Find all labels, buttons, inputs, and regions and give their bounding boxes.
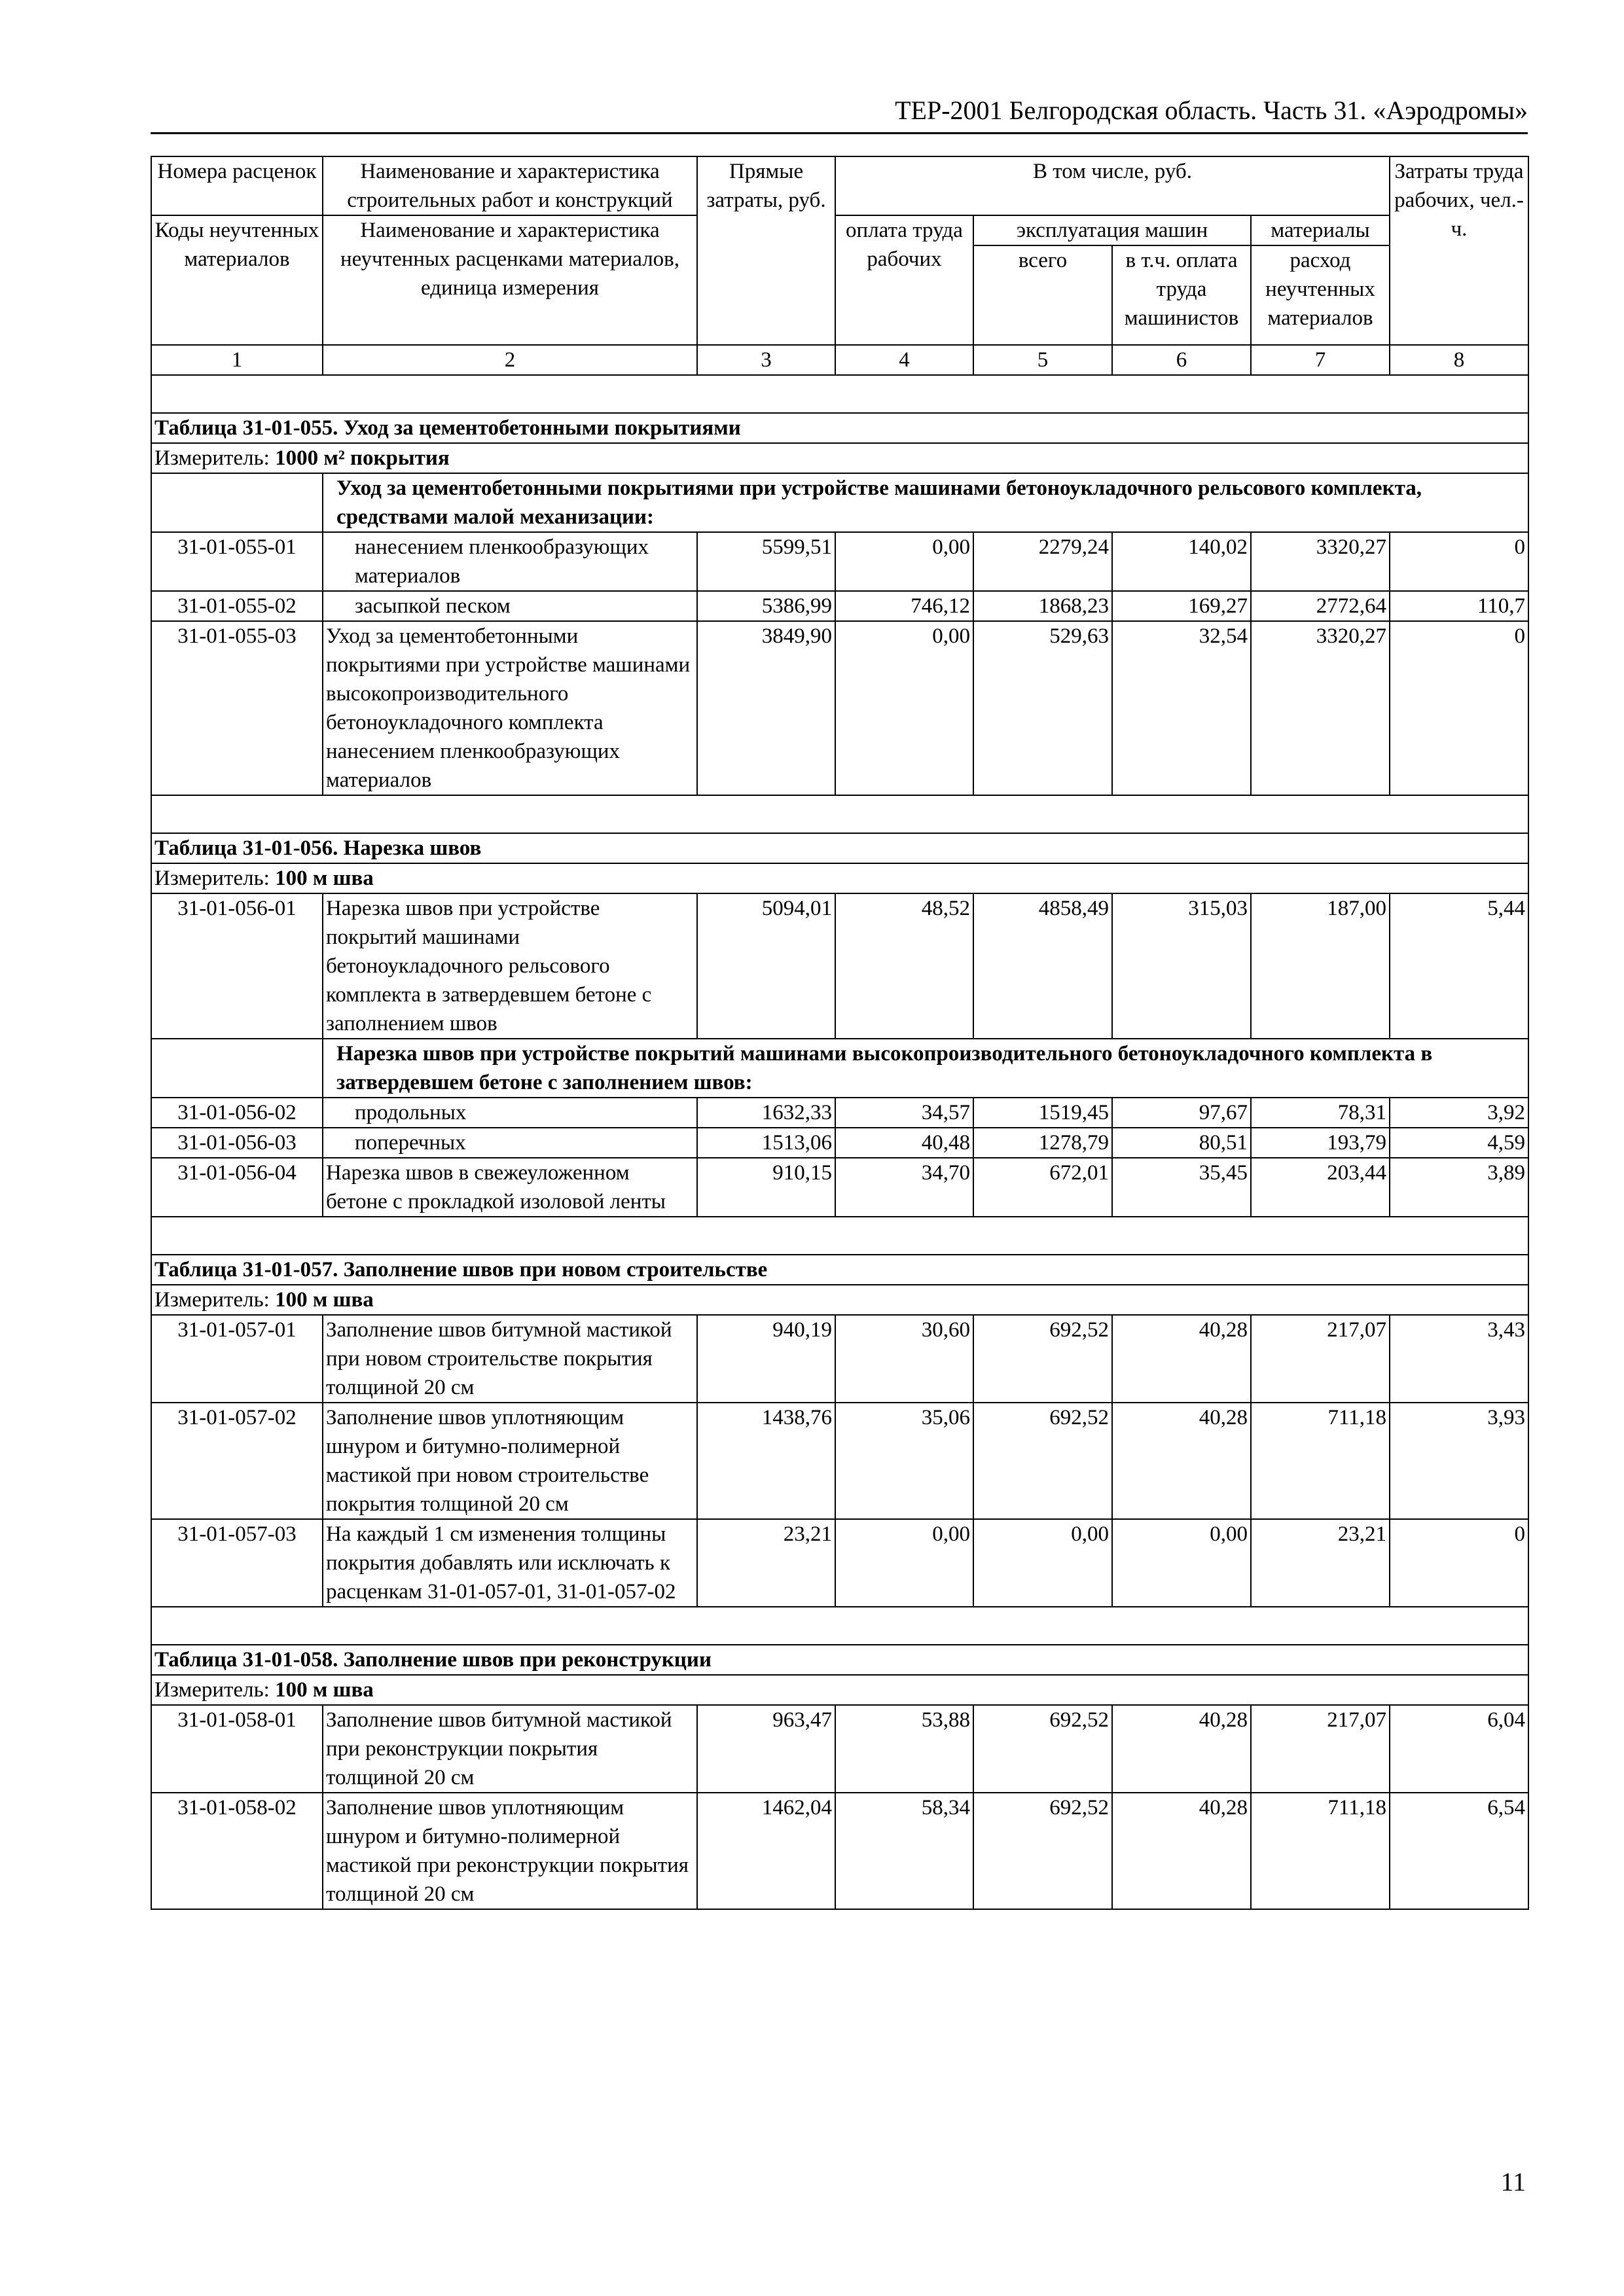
table-row [151, 1519, 1528, 1607]
rate-name: продольных [323, 1098, 697, 1128]
rate-name: нанесением пленкообразующих материалов [323, 532, 697, 591]
section-title: Таблица 31-01-057. Заполнение швов при новом строительстве [151, 1255, 1528, 1285]
labor-hours: 6,04 [1390, 1705, 1528, 1793]
machines-total: 1868,23 [973, 591, 1112, 621]
measure-value: 100 м шва [275, 867, 374, 890]
machinists-pay: 35,45 [1112, 1158, 1251, 1217]
machines-total: 692,52 [973, 1705, 1112, 1793]
machines-total: 4858,49 [973, 893, 1112, 1039]
machines-total: 692,52 [973, 1403, 1112, 1519]
labor-pay: 30,60 [835, 1315, 973, 1403]
labor-pay: 34,57 [835, 1098, 973, 1128]
direct-costs: 1462,04 [697, 1793, 835, 1909]
machinists-pay: 0,00 [1112, 1519, 1251, 1607]
section-title: Таблица 31-01-058. Заполнение швов при реконструкции [151, 1645, 1528, 1675]
rate-name: Заполнение швов битумной мастикой при реконструкции покрытия толщиной 20 см [323, 1705, 697, 1793]
measure-value: 1000 м² покрытия [275, 446, 450, 470]
running-header-title: ТЕР-2001 Белгородская область. Часть 31. «Аэродромы» [895, 96, 1528, 125]
direct-costs: 1513,06 [697, 1128, 835, 1158]
table-row [151, 1315, 1528, 1403]
labor-pay: 746,12 [835, 591, 973, 621]
table-row [151, 621, 1528, 795]
materials-cost: 2772,64 [1251, 591, 1390, 621]
labor-hours: 3,93 [1390, 1403, 1528, 1519]
labor-hours: 5,44 [1390, 893, 1528, 1039]
machinists-pay: 40,28 [1112, 1793, 1251, 1909]
labor-hours: 6,54 [1390, 1793, 1528, 1909]
table-row [151, 591, 1528, 621]
materials-cost: 203,44 [1251, 1158, 1390, 1217]
rate-name: поперечных [323, 1128, 697, 1158]
section-measure [151, 443, 1528, 473]
labor-hours: 0 [1390, 532, 1528, 591]
table-row [151, 1793, 1528, 1909]
materials-cost: 193,79 [1251, 1128, 1390, 1158]
rate-code: 31-01-055-02 [151, 591, 323, 621]
rate-name: Заполнение швов уплотняющим шнуром и битумно-полимерной мастикой при реконструкции покрытия толщиной 20 см [323, 1793, 697, 1909]
labor-hours: 3,89 [1390, 1158, 1528, 1217]
materials-cost: 187,00 [1251, 893, 1390, 1039]
group-code-cell [151, 473, 323, 532]
rate-code: 31-01-055-01 [151, 532, 323, 591]
materials-cost: 711,18 [1251, 1793, 1390, 1909]
spacer [151, 1607, 1528, 1645]
machines-total: 1519,45 [973, 1098, 1112, 1128]
direct-costs: 963,47 [697, 1705, 835, 1793]
direct-costs: 5094,01 [697, 893, 835, 1039]
head-col2-bottom: Наименование и характеристика неучтенных расценками материалов, единица измерения [323, 215, 697, 345]
measure-label: Измеритель: [154, 446, 270, 470]
rate-code: 31-01-058-02 [151, 1793, 323, 1909]
labor-hours: 0 [1390, 621, 1528, 795]
rate-code: 31-01-057-01 [151, 1315, 323, 1403]
rate-name: Нарезка швов при устройстве покрытий машинами бетоноукладочного рельсового комплекта в затвердевшем бетоне с заполнением швов [323, 893, 697, 1039]
head-col8: Затраты труда рабочих, чел.-ч. [1390, 156, 1528, 345]
machinists-pay: 40,28 [1112, 1315, 1251, 1403]
direct-costs: 940,19 [697, 1315, 835, 1403]
materials-cost: 217,07 [1251, 1315, 1390, 1403]
rate-code: 31-01-058-01 [151, 1705, 323, 1793]
labor-pay: 48,52 [835, 893, 973, 1039]
machines-total: 2279,24 [973, 532, 1112, 591]
page-number: 11 [1500, 2167, 1526, 2197]
group-code-cell [151, 1039, 323, 1098]
machinists-pay: 40,28 [1112, 1403, 1251, 1519]
direct-costs: 1632,33 [697, 1098, 835, 1128]
machines-total: 692,52 [973, 1793, 1112, 1909]
table-row [151, 1158, 1528, 1217]
materials-cost: 3320,27 [1251, 621, 1390, 795]
column-number: 8 [1390, 345, 1528, 375]
section-title: Таблица 31-01-055. Уход за цементобетонными покрытиями [151, 413, 1528, 443]
measure-label: Измеритель: [154, 1288, 270, 1312]
direct-costs: 5599,51 [697, 532, 835, 591]
measure-value: 100 м шва [275, 1288, 374, 1312]
materials-cost: 23,21 [1251, 1519, 1390, 1607]
rate-name: Заполнение швов битумной мастикой при новом строительстве покрытия толщиной 20 см [323, 1315, 697, 1403]
rate-name: Уход за цементобетонными покрытиями при устройстве машинами высокопроизводительного бетоноукладочного комплекта нанесением пленкообразующих материалов [323, 621, 697, 795]
rate-name: Заполнение швов уплотняющим шнуром и битумно-полимерной мастикой при новом строительстве покрытия толщиной 20 см [323, 1403, 697, 1519]
labor-pay: 0,00 [835, 1519, 973, 1607]
head-materials: материалы [1251, 215, 1390, 245]
labor-hours: 0 [1390, 1519, 1528, 1607]
labor-hours: 110,7 [1390, 591, 1528, 621]
direct-costs: 3849,90 [697, 621, 835, 795]
head-col6: в т.ч. оплата труда машинистов [1112, 245, 1251, 345]
spacer [151, 1217, 1528, 1255]
table-row [151, 893, 1528, 1039]
measure-label: Измеритель: [154, 867, 270, 890]
section-measure [151, 863, 1528, 893]
column-number: 2 [323, 345, 697, 375]
head-col5: всего [973, 245, 1112, 345]
running-header [151, 92, 1528, 134]
group-heading: Уход за цементобетонными покрытиями при устройстве машинами бетоноукладочного рельсового комплекта, средствами малой механизации: [323, 473, 1528, 532]
labor-pay: 0,00 [835, 621, 973, 795]
column-number: 3 [697, 345, 835, 375]
head-col2-top: Наименование и характеристика строительных работ и конструкций [323, 156, 697, 215]
section-measure [151, 1675, 1528, 1705]
table-row [151, 1403, 1528, 1519]
head-including: В том числе, руб. [835, 156, 1390, 215]
machines-total: 672,01 [973, 1158, 1112, 1217]
labor-pay: 40,48 [835, 1128, 973, 1158]
machinists-pay: 80,51 [1112, 1128, 1251, 1158]
rates-table [151, 156, 1529, 1910]
machinists-pay: 40,28 [1112, 1705, 1251, 1793]
materials-cost: 78,31 [1251, 1098, 1390, 1128]
rate-code: 31-01-056-04 [151, 1158, 323, 1217]
rate-code: 31-01-056-01 [151, 893, 323, 1039]
rate-name: Нарезка швов в свежеуложенном бетоне с прокладкой изоловой ленты [323, 1158, 697, 1217]
machinists-pay: 32,54 [1112, 621, 1251, 795]
direct-costs: 23,21 [697, 1519, 835, 1607]
head-machines: эксплуатация машин [973, 215, 1251, 245]
machines-total: 529,63 [973, 621, 1112, 795]
section-measure [151, 1285, 1528, 1315]
labor-pay: 34,70 [835, 1158, 973, 1217]
column-number: 1 [151, 345, 323, 375]
table-row [151, 1128, 1528, 1158]
head-col3: Прямые затраты, руб. [697, 156, 835, 345]
column-number: 6 [1112, 345, 1251, 375]
head-col1-top: Номера расценок [151, 156, 323, 215]
machinists-pay: 315,03 [1112, 893, 1251, 1039]
labor-pay: 0,00 [835, 532, 973, 591]
labor-hours: 4,59 [1390, 1128, 1528, 1158]
rate-name: На каждый 1 см изменения толщины покрытия добавлять или исключать к расценкам 31-01-057-01, 31-01-057-02 [323, 1519, 697, 1607]
measure-value: 100 м шва [275, 1678, 374, 1702]
materials-cost: 711,18 [1251, 1403, 1390, 1519]
machinists-pay: 140,02 [1112, 532, 1251, 591]
labor-pay: 53,88 [835, 1705, 973, 1793]
column-number: 7 [1251, 345, 1390, 375]
measure-label: Измеритель: [154, 1678, 270, 1702]
head-col1-bottom: Коды неучтенных материалов [151, 215, 323, 345]
table-row [151, 1098, 1528, 1128]
table-row [151, 1705, 1528, 1793]
table-row [151, 532, 1528, 591]
section-title: Таблица 31-01-056. Нарезка швов [151, 833, 1528, 863]
rate-code: 31-01-055-03 [151, 621, 323, 795]
head-col7: расход неучтенных материалов [1251, 245, 1390, 345]
labor-hours: 3,43 [1390, 1315, 1528, 1403]
rate-code: 31-01-057-02 [151, 1403, 323, 1519]
labor-pay: 35,06 [835, 1403, 973, 1519]
machines-total: 1278,79 [973, 1128, 1112, 1158]
materials-cost: 217,07 [1251, 1705, 1390, 1793]
machines-total: 692,52 [973, 1315, 1112, 1403]
spacer [151, 375, 1528, 413]
direct-costs: 910,15 [697, 1158, 835, 1217]
head-col4: оплата труда рабочих [835, 215, 973, 345]
direct-costs: 1438,76 [697, 1403, 835, 1519]
rate-code: 31-01-057-03 [151, 1519, 323, 1607]
materials-cost: 3320,27 [1251, 532, 1390, 591]
direct-costs: 5386,99 [697, 591, 835, 621]
rate-code: 31-01-056-02 [151, 1098, 323, 1128]
labor-hours: 3,92 [1390, 1098, 1528, 1128]
machinists-pay: 169,27 [1112, 591, 1251, 621]
labor-pay: 58,34 [835, 1793, 973, 1909]
group-heading: Нарезка швов при устройстве покрытий машинами высокопроизводительного бетоноукладочного комплекта в затвердевшем бетоне с заполнением швов: [323, 1039, 1528, 1098]
rate-code: 31-01-056-03 [151, 1128, 323, 1158]
rate-name: засыпкой песком [323, 591, 697, 621]
column-number: 5 [973, 345, 1112, 375]
machinists-pay: 97,67 [1112, 1098, 1251, 1128]
column-number: 4 [835, 345, 973, 375]
spacer [151, 795, 1528, 833]
machines-total: 0,00 [973, 1519, 1112, 1607]
